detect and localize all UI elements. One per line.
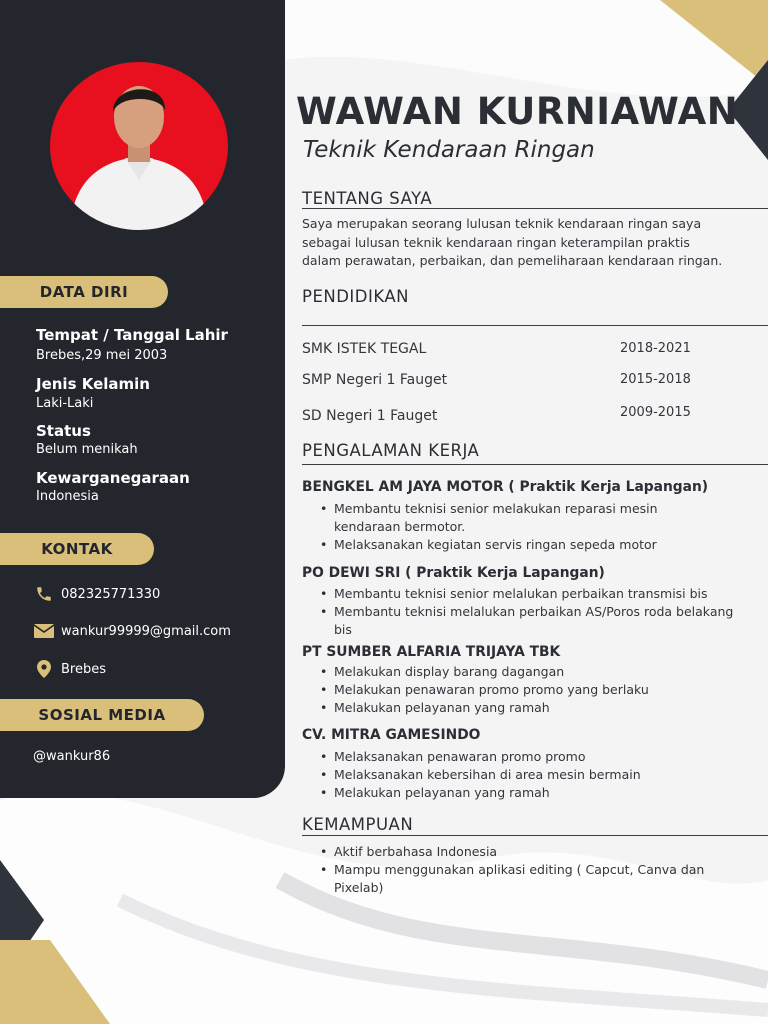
about-divider (302, 208, 768, 209)
list-item: • Melakukan display barang dagangan (334, 663, 754, 681)
gender-label: Jenis Kelamin (36, 375, 150, 393)
list-item: • Melaksanakan penawaran promo promo (334, 748, 754, 766)
skills-bullets (334, 843, 734, 897)
school-name: SD Negeri 1 Fauget (302, 408, 438, 424)
school-years: 2015-2018 (620, 372, 691, 387)
birth-value: Brebes,29 mei 2003 (36, 348, 168, 363)
job-entry-title: PO DEWI SRI ( Praktik Kerja Lapangan) (302, 565, 605, 581)
gender-value: Laki-Laki (36, 396, 94, 411)
school-years: 2009-2015 (620, 405, 691, 420)
kontak-heading-text: KONTAK (41, 540, 113, 558)
social-handle[interactable]: @wankur86 (33, 749, 111, 764)
data-diri-heading-text: DATA DIRI (39, 283, 129, 301)
job-entry-title: BENGKEL AM JAYA MOTOR ( Praktik Kerja Lapangan) (302, 479, 709, 495)
school-name: SMP Negeri 1 Fauget (302, 372, 448, 388)
status-value: Belum menikah (36, 442, 138, 457)
sosial-media-heading (0, 699, 204, 731)
list-item: • Aktif berbahasa Indonesia (334, 843, 734, 861)
about-line: Saya merupakan seorang lulusan teknik kendaraan ringan saya (302, 216, 702, 231)
about-line: sebagai lulusan teknik kendaraan ringan keterampilan praktis (302, 234, 690, 250)
school-name: SMK ISTEK TEGAL (302, 341, 427, 357)
experience-divider (302, 464, 768, 465)
job-entry-bullets (334, 500, 714, 554)
about-paragraph (302, 215, 747, 271)
contact-phone[interactable] (33, 585, 160, 603)
skills-heading: KEMAMPUAN (302, 815, 414, 834)
list-item: • Melaksanakan kebersihan di area mesin bermain (334, 766, 754, 784)
location-pin-icon (33, 660, 55, 678)
list-item: • Membantu teknisi senior melakukan reparasi mesin kendaraan bermotor. (334, 500, 714, 536)
job-entry-bullets (334, 663, 754, 717)
job-entry-title: PT SUMBER ALFARIA TRIJAYA TBK (302, 644, 561, 660)
about-heading: TENTANG SAYA (302, 189, 433, 208)
list-item: • Membantu teknisi senior melalukan perbaikan transmisi bis (334, 585, 734, 603)
email-text: wankur99999@gmail.com (61, 623, 231, 639)
list-item: • Melakukan pelayanan yang ramah (334, 699, 754, 717)
sosial-media-heading-text: SOSIAL MEDIA (38, 706, 166, 724)
status-label: Status (36, 422, 91, 440)
data-diri-heading (0, 276, 168, 308)
birth-label: Tempat / Tanggal Lahir (36, 326, 228, 344)
job-entry-title: CV. MITRA GAMESINDO (302, 727, 481, 743)
list-item: • Melakukan penawaran promo promo yang berlaku (334, 681, 754, 699)
job-entry-bullets (334, 748, 754, 802)
list-item: • Melakukan pelayanan yang ramah (334, 784, 754, 802)
mail-icon (33, 622, 55, 640)
list-item: • Mampu menggunakan aplikasi editing ( Capcut, Canva dan Pixelab) (334, 861, 734, 897)
education-heading: PENDIDIKAN (302, 287, 410, 306)
experience-heading: PENGALAMAN KERJA (302, 441, 480, 460)
list-item: • Membantu teknisi melalukan perbaikan AS/Poros roda belakang bis (334, 603, 734, 639)
citizenship-label: Kewarganegaraan (36, 469, 190, 487)
full-name: WAWAN KURNIAWAN (296, 90, 739, 133)
profile-photo (50, 62, 228, 230)
list-item: • Melaksanakan kegiatan servis ringan sepeda motor (334, 536, 714, 554)
job-entry-bullets (334, 585, 734, 639)
contact-location (33, 660, 106, 678)
kontak-heading (0, 533, 154, 565)
phone-text: 082325771330 (61, 586, 161, 602)
citizenship-value: Indonesia (36, 489, 99, 504)
contact-email[interactable] (33, 622, 231, 640)
education-divider (302, 325, 768, 326)
skills-divider (302, 835, 768, 836)
phone-icon (33, 585, 55, 603)
job-title: Teknik Kendaraan Ringan (303, 137, 595, 163)
about-line: dalam perawatan, perbaikan, dan pemeliharaan kendaraan ringan. (302, 253, 723, 268)
location-text: Brebes (61, 661, 106, 677)
school-years: 2018-2021 (620, 341, 691, 356)
